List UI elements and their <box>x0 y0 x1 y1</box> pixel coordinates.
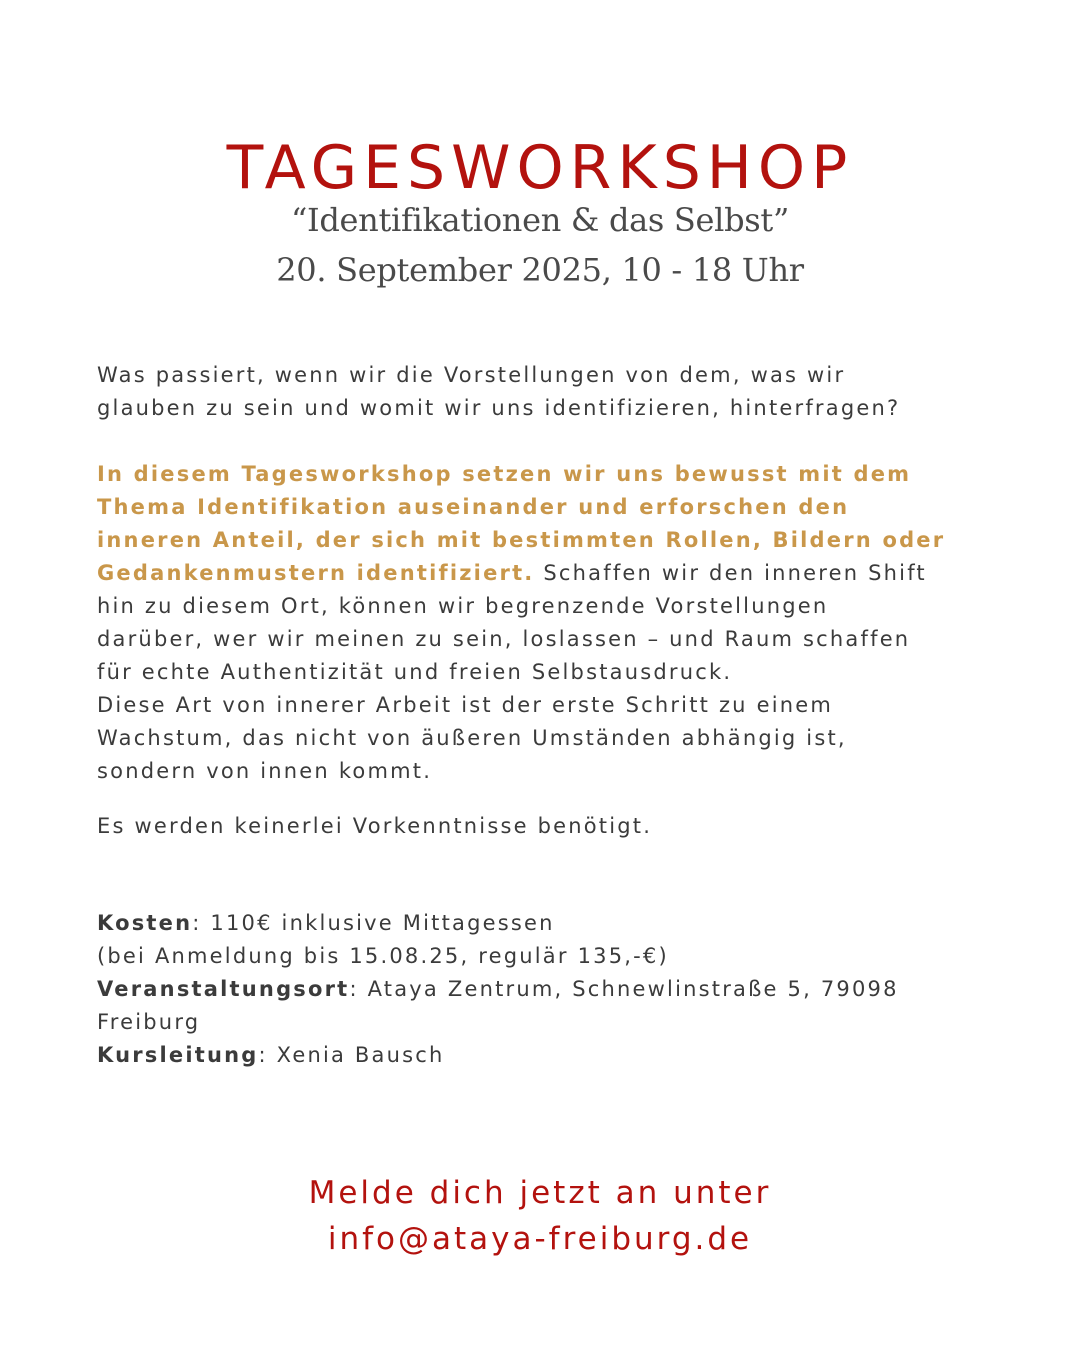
body-line: darüber, wer wir meinen zu sein, loslassen – und Raum schaffen <box>97 627 911 651</box>
lead-value: : Xenia Bausch <box>258 1043 445 1067</box>
intro-line: glauben zu sein und womit wir uns identifizieren, hinterfragen? <box>97 396 901 420</box>
body-text: Schaffen wir den inneren Shift <box>534 561 927 585</box>
lead-line <box>97 1039 997 1072</box>
workshop-topic: “Identifikationen & das Selbst” <box>290 201 790 239</box>
venue-city: Freiburg <box>97 1010 201 1034</box>
prerequisites-note <box>97 810 997 843</box>
highlight-line: Thema Identifikation auseinander und erforschen den <box>97 495 850 519</box>
contact-email[interactable]: info@ataya-freiburg.de <box>327 1221 753 1257</box>
body-line: sondern von innen kommt. <box>97 759 433 783</box>
cost-note: (bei Anmeldung bis 15.08.25, regulär 135,-€) <box>97 944 669 968</box>
intro-line: Was passiert, wenn wir die Vorstellungen von dem, was wir <box>97 363 846 387</box>
lead-label: Kursleitung <box>97 1043 259 1067</box>
venue-label: Veranstaltungsort <box>97 977 350 1001</box>
cost-label: Kosten <box>97 911 193 935</box>
venue-value: : Ataya Zentrum, Schnewlinstraße 5, 79098 <box>349 977 899 1001</box>
body-line: Diese Art von innerer Arbeit ist der erste Schritt zu einem <box>97 693 834 717</box>
description-paragraph <box>97 458 997 788</box>
cost-line <box>97 907 997 940</box>
cta-text: Melde dich jetzt an unter <box>308 1175 772 1211</box>
details-section <box>97 907 997 1072</box>
page-title: TAGESWORKSHOP <box>226 133 854 204</box>
highlight-line: inneren Anteil, der sich mit bestimmten Rollen, Bildern oder <box>97 528 946 552</box>
note-text: Es werden keinerlei Vorkenntnisse benötigt. <box>97 814 653 838</box>
workshop-date: 20. September 2025, 10 - 18 Uhr <box>276 251 804 289</box>
body-line: für echte Authentizität und freien Selbstausdruck. <box>97 660 733 684</box>
mixed-line <box>97 557 997 590</box>
body-line: Wachstum, das nicht von äußeren Umständen abhängig ist, <box>97 726 847 750</box>
highlight-line: In diesem Tagesworkshop setzen wir uns bewusst mit dem <box>97 462 912 486</box>
highlight-text: Gedankenmustern identifiziert. <box>97 561 535 585</box>
intro-paragraph <box>97 359 997 425</box>
venue-line <box>97 973 997 1006</box>
cost-value: : 110€ inklusive Mittagessen <box>192 911 555 935</box>
body-line: hin zu diesem Ort, können wir begrenzende Vorstellungen <box>97 594 829 618</box>
